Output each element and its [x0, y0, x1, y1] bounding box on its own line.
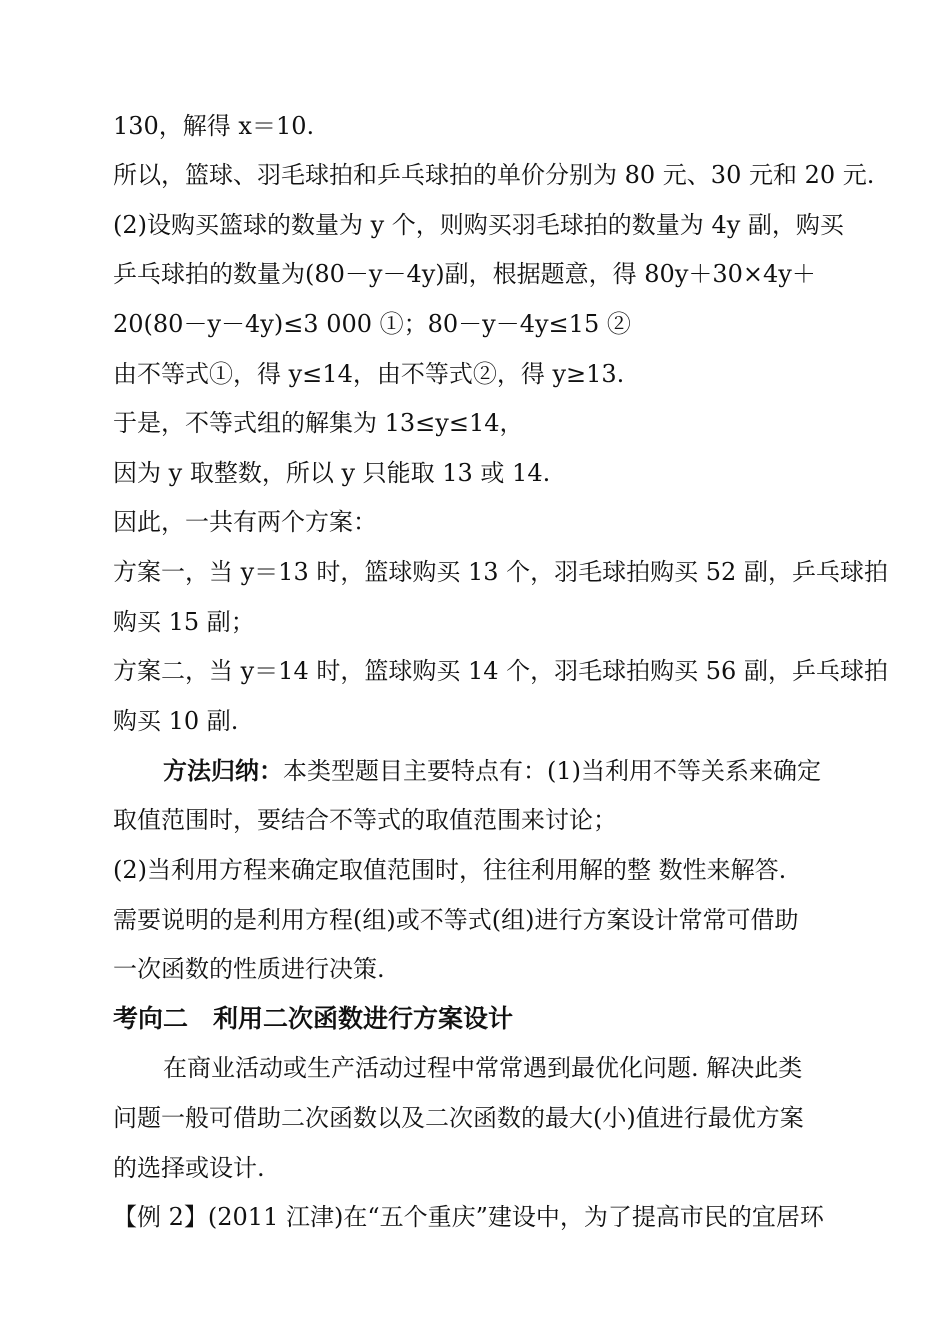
text-line: 方案二，当 y＝14 时，篮球购买 14 个，羽毛球拍购买 56 副，乒乓球拍 — [113, 657, 888, 685]
text-line: 于是，不等式组的解集为 13≤y≤14， — [113, 409, 524, 437]
text-line: 问题一般可借助二次函数以及二次函数的最大(小)值进行最优方案 — [113, 1104, 804, 1132]
text-line: 130，解得 x＝10. — [113, 112, 315, 140]
text-line: 由不等式①，得 y≤14，由不等式②，得 y≥13. — [113, 360, 625, 388]
text-line: 因此，一共有两个方案： — [113, 508, 377, 536]
text-line: 在商业活动或生产活动过程中常常遇到最优化问题. 解决此类 — [163, 1054, 803, 1082]
text-line: 取值范围时，要结合不等式的取值范围来讨论； — [113, 806, 617, 834]
text-line: 需要说明的是利用方程(组)或不等式(组)进行方案设计常常可借助 — [113, 906, 799, 934]
text-line: 乒乓球拍的数量为(80－y－4y)副，根据题意，得 80y＋30×4y＋ — [113, 260, 816, 288]
text-line: (2)设购买篮球的数量为 y 个，则购买羽毛球拍的数量为 4y 副，购买 — [113, 211, 844, 239]
method-summary-line — [163, 754, 890, 788]
text-line: 购买 15 副； — [113, 608, 255, 636]
text-line: (2)当利用方程来确定取值范围时，往往利用解的整 数性来解答. — [113, 856, 787, 884]
text-line: 20(80－y－4y)≤3 000 ①；80－y－4y≤15 ② — [113, 310, 631, 338]
example-line: 【例 2】(2011 江津)在“五个重庆”建设中，为了提高市民的宜居环 — [113, 1203, 824, 1231]
text-line: 的选择或设计. — [113, 1154, 265, 1182]
section-heading: 考向二 利用二次函数进行方案设计 — [113, 1004, 514, 1033]
method-summary-text: 本类型题目主要特点有：(1)当利用不等关系来确定 — [283, 757, 821, 785]
text-line: 因为 y 取整数，所以 y 只能取 13 或 14. — [113, 459, 551, 487]
text-line: 所以，篮球、羽毛球拍和乒乓球拍的单价分别为 80 元、30 元和 20 元. — [113, 161, 875, 189]
text-line: 购买 10 副. — [113, 707, 239, 735]
method-summary-label: 方法归纳： — [163, 757, 283, 785]
text-line: 方案一，当 y＝13 时，篮球购买 13 个，羽毛球拍购买 52 副，乒乓球拍 — [113, 558, 888, 586]
text-line: 一次函数的性质进行决策. — [113, 955, 385, 983]
